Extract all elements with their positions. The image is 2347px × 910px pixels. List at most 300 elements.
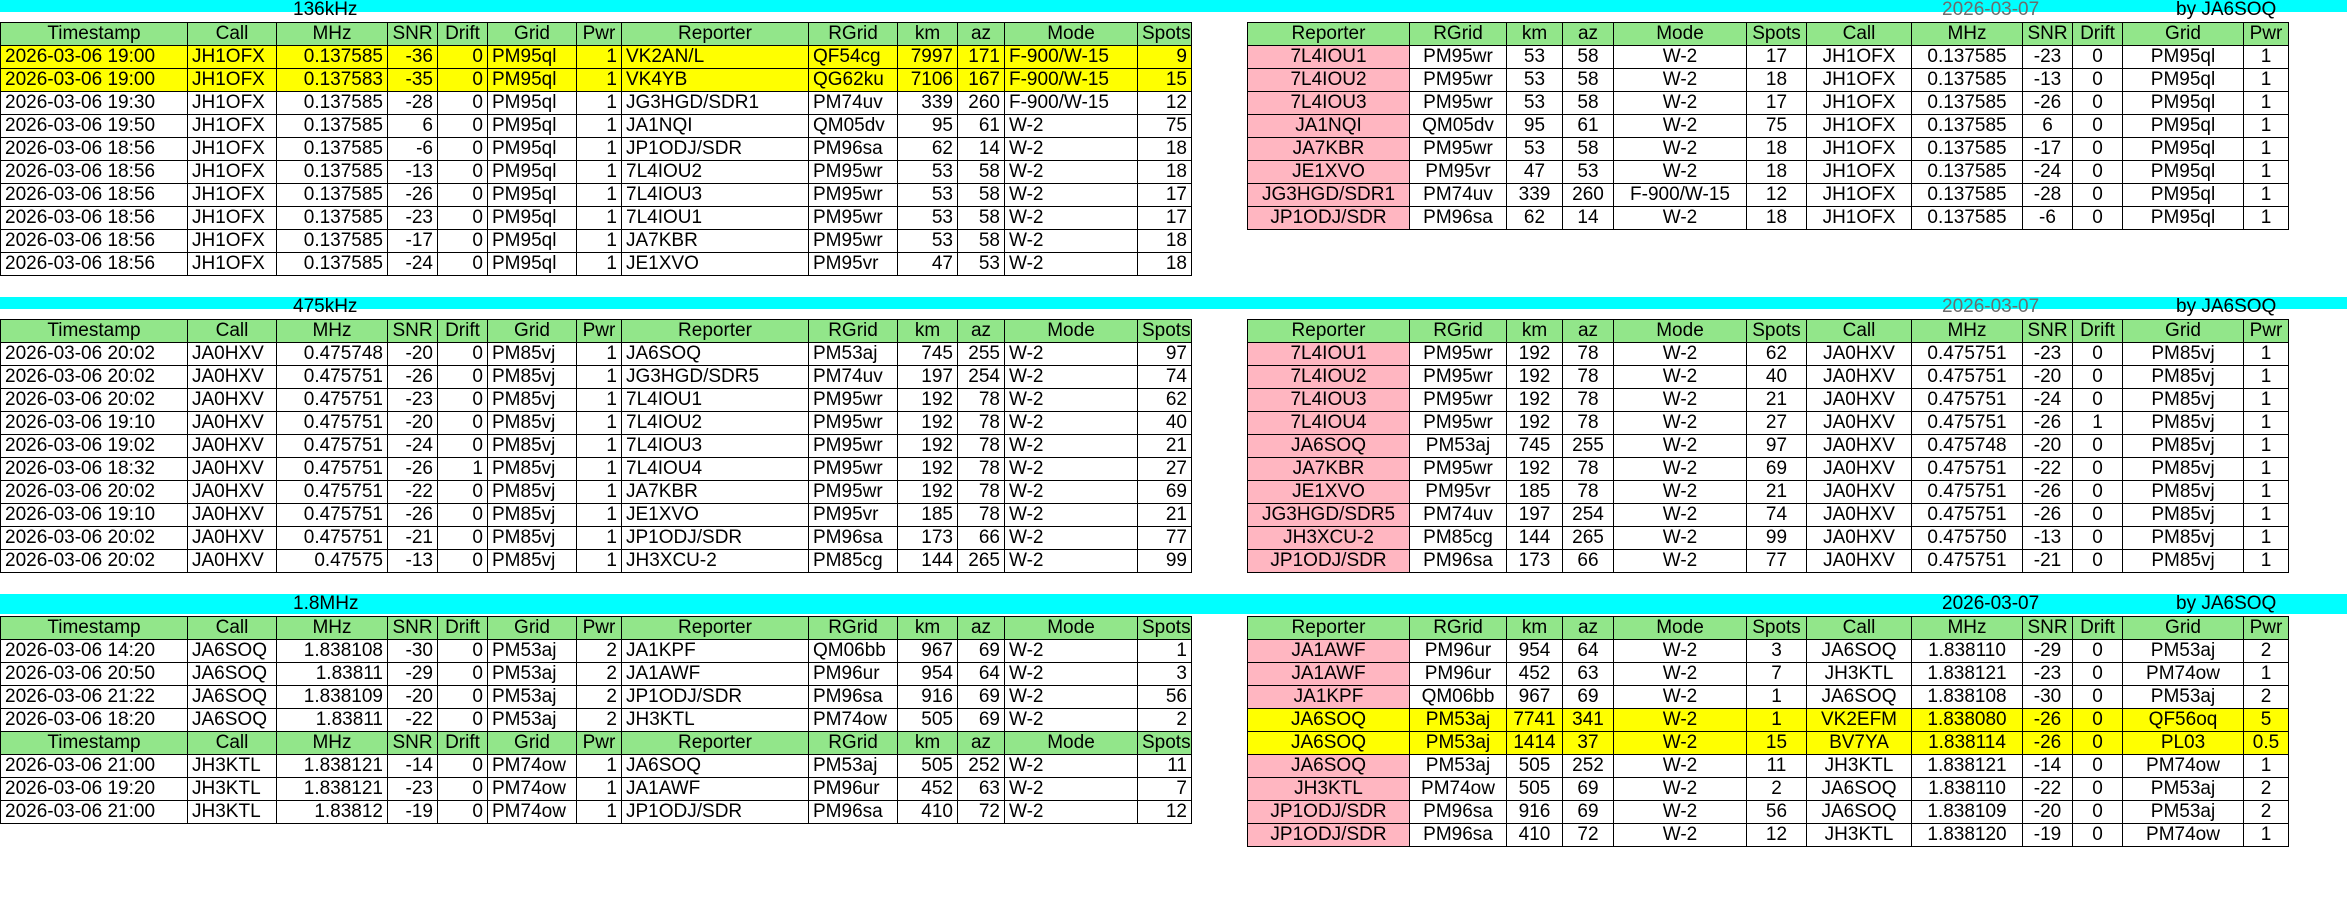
cell-grid: PM74ow bbox=[2123, 663, 2244, 686]
cell-drift: 0 bbox=[438, 504, 488, 527]
table-row bbox=[1, 366, 1192, 389]
cell-snr: -26 bbox=[2023, 709, 2073, 732]
cell-grid: PM85vj bbox=[488, 481, 577, 504]
cell-az: 341 bbox=[1563, 709, 1614, 732]
cell-mhz: 0.137585 bbox=[277, 207, 388, 230]
table-row bbox=[1, 46, 1192, 69]
table-row bbox=[1, 640, 1192, 663]
cell-mode: W-2 bbox=[1614, 458, 1747, 481]
cell-mhz: 1.83812 bbox=[277, 801, 388, 824]
cell-reporter: JE1XVO bbox=[1248, 481, 1410, 504]
cell-drift: 0 bbox=[438, 663, 488, 686]
cell-snr: 6 bbox=[388, 115, 438, 138]
cell-grid: PM53aj bbox=[2123, 640, 2244, 663]
cell-call: JA0HXV bbox=[1807, 527, 1912, 550]
cell-mode: W-2 bbox=[1005, 412, 1138, 435]
table-row bbox=[1, 115, 1192, 138]
cell-mhz: 1.838109 bbox=[1912, 801, 2023, 824]
cell-call: JH1OFX bbox=[188, 92, 277, 115]
cell-drift: 0 bbox=[438, 412, 488, 435]
cell-mhz: 0.137585 bbox=[277, 230, 388, 253]
band-label-136khz: 136kHz bbox=[293, 0, 358, 20]
cell-mode: W-2 bbox=[1614, 801, 1747, 824]
cell-timestamp: 2026-03-06 20:02 bbox=[1, 389, 188, 412]
column-header-km: km bbox=[898, 23, 958, 46]
cell-km: 192 bbox=[1507, 366, 1563, 389]
spots-table-1.8mhz-by-call bbox=[0, 616, 1192, 824]
column-header-spots: Spots bbox=[1747, 617, 1807, 640]
cell-call: JA6SOQ bbox=[1807, 801, 1912, 824]
column-header-timestamp: Timestamp bbox=[1, 23, 188, 46]
cell-drift: 0 bbox=[438, 481, 488, 504]
date-label-136khz: 2026-03-07 bbox=[1942, 0, 2040, 20]
cell-pwr: 1 bbox=[577, 801, 622, 824]
table-row bbox=[1248, 640, 2289, 663]
cell-mhz: 0.137583 bbox=[277, 69, 388, 92]
cell-mhz: 0.475750 bbox=[1912, 527, 2023, 550]
cell-pwr: 1 bbox=[2244, 138, 2289, 161]
cell-rgrid: PM95wr bbox=[809, 389, 898, 412]
cell-mhz: 1.838110 bbox=[1912, 778, 2023, 801]
cell-km: 62 bbox=[1507, 207, 1563, 230]
cell-rgrid: PM74uv bbox=[1410, 184, 1507, 207]
column-header-mode: Mode bbox=[1005, 732, 1138, 755]
cell-spots: 1 bbox=[1747, 686, 1807, 709]
cell-rgrid: PM96sa bbox=[1410, 207, 1507, 230]
cell-km: 505 bbox=[898, 709, 958, 732]
cell-km: 53 bbox=[898, 207, 958, 230]
cell-spots: 56 bbox=[1138, 686, 1192, 709]
cell-drift: 0 bbox=[2073, 207, 2123, 230]
cell-spots: 17 bbox=[1747, 46, 1807, 69]
cell-snr: -20 bbox=[2023, 435, 2073, 458]
cell-km: 1414 bbox=[1507, 732, 1563, 755]
cell-timestamp: 2026-03-06 20:02 bbox=[1, 343, 188, 366]
cell-km: 173 bbox=[1507, 550, 1563, 573]
cell-drift: 0 bbox=[438, 686, 488, 709]
cell-mhz: 0.475751 bbox=[1912, 366, 2023, 389]
cell-km: 192 bbox=[1507, 412, 1563, 435]
cell-snr: -22 bbox=[388, 709, 438, 732]
cell-pwr: 1 bbox=[577, 778, 622, 801]
cell-reporter: VK2AN/L bbox=[622, 46, 809, 69]
cell-snr: -26 bbox=[2023, 504, 2073, 527]
cell-grid: PM85vj bbox=[2123, 343, 2244, 366]
cell-km: 192 bbox=[1507, 343, 1563, 366]
cell-km: 53 bbox=[1507, 138, 1563, 161]
cell-snr: -26 bbox=[388, 504, 438, 527]
cell-snr: -26 bbox=[388, 366, 438, 389]
cell-az: 37 bbox=[1563, 732, 1614, 755]
cell-grid: PM53aj bbox=[2123, 778, 2244, 801]
cell-mode: W-2 bbox=[1005, 138, 1138, 161]
cell-drift: 0 bbox=[2073, 755, 2123, 778]
cell-call: JA0HXV bbox=[1807, 458, 1912, 481]
cell-drift: 0 bbox=[438, 253, 488, 276]
cell-mhz: 1.83811 bbox=[277, 709, 388, 732]
cell-call: JH1OFX bbox=[188, 161, 277, 184]
cell-spots: 12 bbox=[1747, 824, 1807, 847]
cell-az: 78 bbox=[958, 458, 1005, 481]
cell-mode: W-2 bbox=[1614, 504, 1747, 527]
cell-call: JA0HXV bbox=[1807, 550, 1912, 573]
cell-timestamp: 2026-03-06 20:02 bbox=[1, 550, 188, 573]
cell-pwr: 1 bbox=[2244, 527, 2289, 550]
column-header-mode: Mode bbox=[1005, 617, 1138, 640]
cell-reporter: JP1ODJ/SDR bbox=[1248, 824, 1410, 847]
cell-mhz: 0.137585 bbox=[277, 115, 388, 138]
cell-snr: -24 bbox=[2023, 161, 2073, 184]
cell-mhz: 0.137585 bbox=[1912, 115, 2023, 138]
cell-grid: PM95ql bbox=[2123, 138, 2244, 161]
column-header-rgrid: RGrid bbox=[1410, 617, 1507, 640]
cell-spots: 69 bbox=[1138, 481, 1192, 504]
cell-grid: PM85vj bbox=[488, 343, 577, 366]
cell-mhz: 0.137585 bbox=[277, 46, 388, 69]
cell-spots: 97 bbox=[1747, 435, 1807, 458]
cell-az: 265 bbox=[958, 550, 1005, 573]
cell-grid: PM85vj bbox=[488, 366, 577, 389]
column-header-mode: Mode bbox=[1005, 23, 1138, 46]
column-header-drift: Drift bbox=[438, 23, 488, 46]
cell-mode: W-2 bbox=[1614, 69, 1747, 92]
column-header-drift: Drift bbox=[2073, 23, 2123, 46]
cell-reporter: 7L4IOU3 bbox=[622, 184, 809, 207]
cell-rgrid: QF54cg bbox=[809, 46, 898, 69]
cell-mode: W-2 bbox=[1005, 230, 1138, 253]
column-header-grid: Grid bbox=[2123, 23, 2244, 46]
cell-reporter: 7L4IOU4 bbox=[622, 458, 809, 481]
column-header-snr: SNR bbox=[2023, 617, 2073, 640]
cell-drift: 0 bbox=[438, 46, 488, 69]
cell-spots: 69 bbox=[1747, 458, 1807, 481]
cell-az: 255 bbox=[958, 343, 1005, 366]
cell-pwr: 2 bbox=[2244, 778, 2289, 801]
cell-drift: 0 bbox=[438, 184, 488, 207]
cell-spots: 62 bbox=[1747, 343, 1807, 366]
cell-pwr: 1 bbox=[2244, 504, 2289, 527]
cell-pwr: 1 bbox=[2244, 435, 2289, 458]
cell-grid: PM95ql bbox=[2123, 46, 2244, 69]
cell-reporter: JP1ODJ/SDR bbox=[622, 686, 809, 709]
cell-km: 954 bbox=[898, 663, 958, 686]
cell-timestamp: 2026-03-06 20:02 bbox=[1, 366, 188, 389]
cell-az: 63 bbox=[1563, 663, 1614, 686]
table-row bbox=[1, 709, 1192, 732]
cell-grid: PM95ql bbox=[488, 92, 577, 115]
cell-grid: PM53aj bbox=[488, 686, 577, 709]
cell-rgrid: PM95wr bbox=[1410, 46, 1507, 69]
table-row bbox=[1, 778, 1192, 801]
cell-call: JA6SOQ bbox=[1807, 778, 1912, 801]
cell-rgrid: PM53aj bbox=[1410, 435, 1507, 458]
cell-grid: QF56oq bbox=[2123, 709, 2244, 732]
table-row bbox=[1, 161, 1192, 184]
cell-az: 58 bbox=[1563, 46, 1614, 69]
cell-grid: PM85vj bbox=[2123, 550, 2244, 573]
cell-call: JH1OFX bbox=[1807, 184, 1912, 207]
cell-grid: PM95ql bbox=[2123, 69, 2244, 92]
cell-timestamp: 2026-03-06 21:00 bbox=[1, 755, 188, 778]
cell-km: 144 bbox=[1507, 527, 1563, 550]
cell-pwr: 2 bbox=[2244, 640, 2289, 663]
spots-table-136khz-by-call bbox=[0, 22, 1192, 276]
cell-az: 69 bbox=[958, 709, 1005, 732]
cell-pwr: 1 bbox=[577, 550, 622, 573]
cell-rgrid: PM74uv bbox=[809, 366, 898, 389]
cell-call: JH3KTL bbox=[1807, 824, 1912, 847]
cell-drift: 1 bbox=[2073, 412, 2123, 435]
cell-reporter: JP1ODJ/SDR bbox=[1248, 207, 1410, 230]
cell-km: 745 bbox=[1507, 435, 1563, 458]
cell-pwr: 1 bbox=[577, 115, 622, 138]
cell-reporter: 7L4IOU2 bbox=[622, 412, 809, 435]
cell-spots: 40 bbox=[1138, 412, 1192, 435]
table-row bbox=[1248, 184, 2289, 207]
cell-snr: -35 bbox=[388, 69, 438, 92]
cell-spots: 27 bbox=[1138, 458, 1192, 481]
cell-grid: PM85vj bbox=[2123, 504, 2244, 527]
cell-pwr: 1 bbox=[577, 161, 622, 184]
cell-snr: -21 bbox=[388, 527, 438, 550]
cell-mode: W-2 bbox=[1614, 481, 1747, 504]
table-row bbox=[1, 458, 1192, 481]
cell-grid: PM53aj bbox=[488, 640, 577, 663]
cell-call: JA0HXV bbox=[1807, 366, 1912, 389]
table-row bbox=[1, 435, 1192, 458]
cell-az: 14 bbox=[1563, 207, 1614, 230]
cell-km: 47 bbox=[898, 253, 958, 276]
cell-call: JH1OFX bbox=[188, 69, 277, 92]
cell-mhz: 0.475751 bbox=[277, 435, 388, 458]
table-row bbox=[1248, 366, 2289, 389]
cell-rgrid: PM95wr bbox=[1410, 92, 1507, 115]
cell-mhz: 0.137585 bbox=[1912, 207, 2023, 230]
header-row bbox=[1, 320, 1192, 343]
cell-snr: -20 bbox=[2023, 366, 2073, 389]
cell-mhz: 0.475751 bbox=[1912, 343, 2023, 366]
cell-call: JA0HXV bbox=[188, 412, 277, 435]
cell-snr: -23 bbox=[388, 207, 438, 230]
cell-km: 144 bbox=[898, 550, 958, 573]
cell-mhz: 1.838120 bbox=[1912, 824, 2023, 847]
table-row bbox=[1248, 801, 2289, 824]
cell-reporter: JA1KPF bbox=[622, 640, 809, 663]
cell-az: 260 bbox=[958, 92, 1005, 115]
column-header-spots: Spots bbox=[1138, 320, 1192, 343]
cell-pwr: 1 bbox=[2244, 389, 2289, 412]
column-header-drift: Drift bbox=[438, 617, 488, 640]
cell-drift: 0 bbox=[2073, 92, 2123, 115]
cell-grid: PM53aj bbox=[488, 663, 577, 686]
column-header-snr: SNR bbox=[388, 732, 438, 755]
cell-reporter: JE1XVO bbox=[622, 253, 809, 276]
cell-snr: -26 bbox=[2023, 92, 2073, 115]
cell-spots: 77 bbox=[1747, 550, 1807, 573]
cell-rgrid: PM74uv bbox=[809, 92, 898, 115]
cell-call: JH1OFX bbox=[188, 46, 277, 69]
column-header-timestamp: Timestamp bbox=[1, 617, 188, 640]
cell-call: JH1OFX bbox=[188, 115, 277, 138]
cell-pwr: 1 bbox=[577, 92, 622, 115]
cell-grid: PM74ow bbox=[488, 801, 577, 824]
table-row bbox=[1248, 778, 2289, 801]
column-header-rgrid: RGrid bbox=[809, 732, 898, 755]
cell-call: JA0HXV bbox=[188, 435, 277, 458]
cell-km: 197 bbox=[898, 366, 958, 389]
cell-spots: 3 bbox=[1138, 663, 1192, 686]
cell-spots: 99 bbox=[1138, 550, 1192, 573]
cell-snr: -26 bbox=[2023, 412, 2073, 435]
cell-call: JH1OFX bbox=[1807, 46, 1912, 69]
cell-reporter: JP1ODJ/SDR bbox=[622, 801, 809, 824]
cell-az: 63 bbox=[958, 778, 1005, 801]
cell-mhz: 0.137585 bbox=[277, 138, 388, 161]
cell-pwr: 1 bbox=[577, 755, 622, 778]
cell-reporter: JA7KBR bbox=[622, 481, 809, 504]
cell-pwr: 1 bbox=[577, 435, 622, 458]
cell-km: 505 bbox=[1507, 755, 1563, 778]
cell-reporter: JH3KTL bbox=[1248, 778, 1410, 801]
column-header-km: km bbox=[898, 732, 958, 755]
cell-drift: 0 bbox=[438, 138, 488, 161]
column-header-grid: Grid bbox=[488, 617, 577, 640]
column-header-az: az bbox=[958, 617, 1005, 640]
cell-snr: -13 bbox=[388, 161, 438, 184]
cell-mhz: 0.475751 bbox=[277, 389, 388, 412]
column-header-mode: Mode bbox=[1614, 320, 1747, 343]
cell-drift: 0 bbox=[438, 709, 488, 732]
cell-snr: -23 bbox=[2023, 343, 2073, 366]
table-row bbox=[1248, 343, 2289, 366]
cell-drift: 0 bbox=[438, 435, 488, 458]
cell-drift: 0 bbox=[2073, 778, 2123, 801]
cell-mhz: 0.137585 bbox=[1912, 69, 2023, 92]
table-row bbox=[1248, 527, 2289, 550]
cell-reporter: 7L4IOU2 bbox=[622, 161, 809, 184]
cell-spots: 74 bbox=[1747, 504, 1807, 527]
cell-drift: 0 bbox=[2073, 801, 2123, 824]
cell-call: JA0HXV bbox=[1807, 412, 1912, 435]
cell-az: 78 bbox=[958, 412, 1005, 435]
cell-snr: -28 bbox=[2023, 184, 2073, 207]
cell-rgrid: PM53aj bbox=[1410, 709, 1507, 732]
table-row bbox=[1248, 69, 2289, 92]
cell-drift: 0 bbox=[2073, 161, 2123, 184]
cell-drift: 0 bbox=[438, 230, 488, 253]
cell-az: 78 bbox=[958, 481, 1005, 504]
cell-grid: PM85vj bbox=[488, 527, 577, 550]
column-header-grid: Grid bbox=[488, 320, 577, 343]
cell-mhz: 1.838121 bbox=[1912, 663, 2023, 686]
cell-reporter: JG3HGD/SDR1 bbox=[1248, 184, 1410, 207]
cell-mode: W-2 bbox=[1005, 755, 1138, 778]
cell-reporter: JA1NQI bbox=[622, 115, 809, 138]
cell-timestamp: 2026-03-06 20:02 bbox=[1, 481, 188, 504]
header-row bbox=[1, 732, 1192, 755]
band-label-1.8mhz: 1.8MHz bbox=[293, 593, 359, 614]
cell-grid: PM85vj bbox=[2123, 389, 2244, 412]
cell-reporter: JP1ODJ/SDR bbox=[622, 138, 809, 161]
cell-az: 58 bbox=[958, 207, 1005, 230]
cell-snr: -23 bbox=[2023, 663, 2073, 686]
cell-reporter: JA6SOQ bbox=[622, 755, 809, 778]
cell-spots: 74 bbox=[1138, 366, 1192, 389]
cell-reporter: JA1NQI bbox=[1248, 115, 1410, 138]
column-header-call: Call bbox=[188, 617, 277, 640]
cell-grid: PM85vj bbox=[488, 389, 577, 412]
cell-rgrid: PM96sa bbox=[809, 801, 898, 824]
cell-rgrid: PM95vr bbox=[809, 504, 898, 527]
cell-grid: PM85vj bbox=[488, 550, 577, 573]
cell-pwr: 1 bbox=[577, 504, 622, 527]
cell-pwr: 1 bbox=[577, 527, 622, 550]
table-row bbox=[1248, 458, 2289, 481]
cell-grid: PM85vj bbox=[488, 504, 577, 527]
column-header-drift: Drift bbox=[438, 732, 488, 755]
cell-grid: PM95ql bbox=[2123, 207, 2244, 230]
cell-mode: W-2 bbox=[1005, 115, 1138, 138]
cell-rgrid: PM53aj bbox=[809, 755, 898, 778]
cell-rgrid: PM85cg bbox=[1410, 527, 1507, 550]
cell-pwr: 1 bbox=[2244, 115, 2289, 138]
cell-spots: 40 bbox=[1747, 366, 1807, 389]
cell-az: 167 bbox=[958, 69, 1005, 92]
cell-grid: PM85vj bbox=[488, 458, 577, 481]
cell-km: 505 bbox=[898, 755, 958, 778]
cell-km: 53 bbox=[898, 161, 958, 184]
cell-call: JA0HXV bbox=[188, 366, 277, 389]
cell-snr: -13 bbox=[388, 550, 438, 573]
column-header-km: km bbox=[1507, 617, 1563, 640]
cell-az: 53 bbox=[1563, 161, 1614, 184]
cell-rgrid: PM96sa bbox=[1410, 824, 1507, 847]
cell-grid: PL03 bbox=[2123, 732, 2244, 755]
cell-km: 197 bbox=[1507, 504, 1563, 527]
cell-drift: 0 bbox=[438, 801, 488, 824]
cell-km: 410 bbox=[1507, 824, 1563, 847]
cell-spots: 9 bbox=[1138, 46, 1192, 69]
cell-call: JH3KTL bbox=[1807, 663, 1912, 686]
cell-mhz: 0.475751 bbox=[277, 504, 388, 527]
cell-drift: 1 bbox=[438, 458, 488, 481]
cell-call: JA6SOQ bbox=[188, 640, 277, 663]
cell-az: 255 bbox=[1563, 435, 1614, 458]
cell-rgrid: PM53aj bbox=[1410, 732, 1507, 755]
cell-pwr: 1 bbox=[2244, 184, 2289, 207]
cell-pwr: 1 bbox=[577, 343, 622, 366]
cell-km: 192 bbox=[898, 481, 958, 504]
cell-mhz: 1.838110 bbox=[1912, 640, 2023, 663]
cell-snr: 6 bbox=[2023, 115, 2073, 138]
cell-spots: 21 bbox=[1138, 504, 1192, 527]
column-header-grid: Grid bbox=[2123, 617, 2244, 640]
cell-snr: -19 bbox=[388, 801, 438, 824]
cell-reporter: JE1XVO bbox=[622, 504, 809, 527]
table-row bbox=[1, 230, 1192, 253]
cell-drift: 0 bbox=[2073, 686, 2123, 709]
header-row bbox=[1, 23, 1192, 46]
column-header-reporter: Reporter bbox=[622, 320, 809, 343]
cell-rgrid: PM74ow bbox=[809, 709, 898, 732]
column-header-az: az bbox=[958, 732, 1005, 755]
cell-km: 95 bbox=[1507, 115, 1563, 138]
cell-mode: F-900/W-15 bbox=[1614, 184, 1747, 207]
cell-drift: 0 bbox=[438, 527, 488, 550]
table-row bbox=[1, 389, 1192, 412]
cell-spots: 21 bbox=[1747, 389, 1807, 412]
cell-az: 61 bbox=[1563, 115, 1614, 138]
